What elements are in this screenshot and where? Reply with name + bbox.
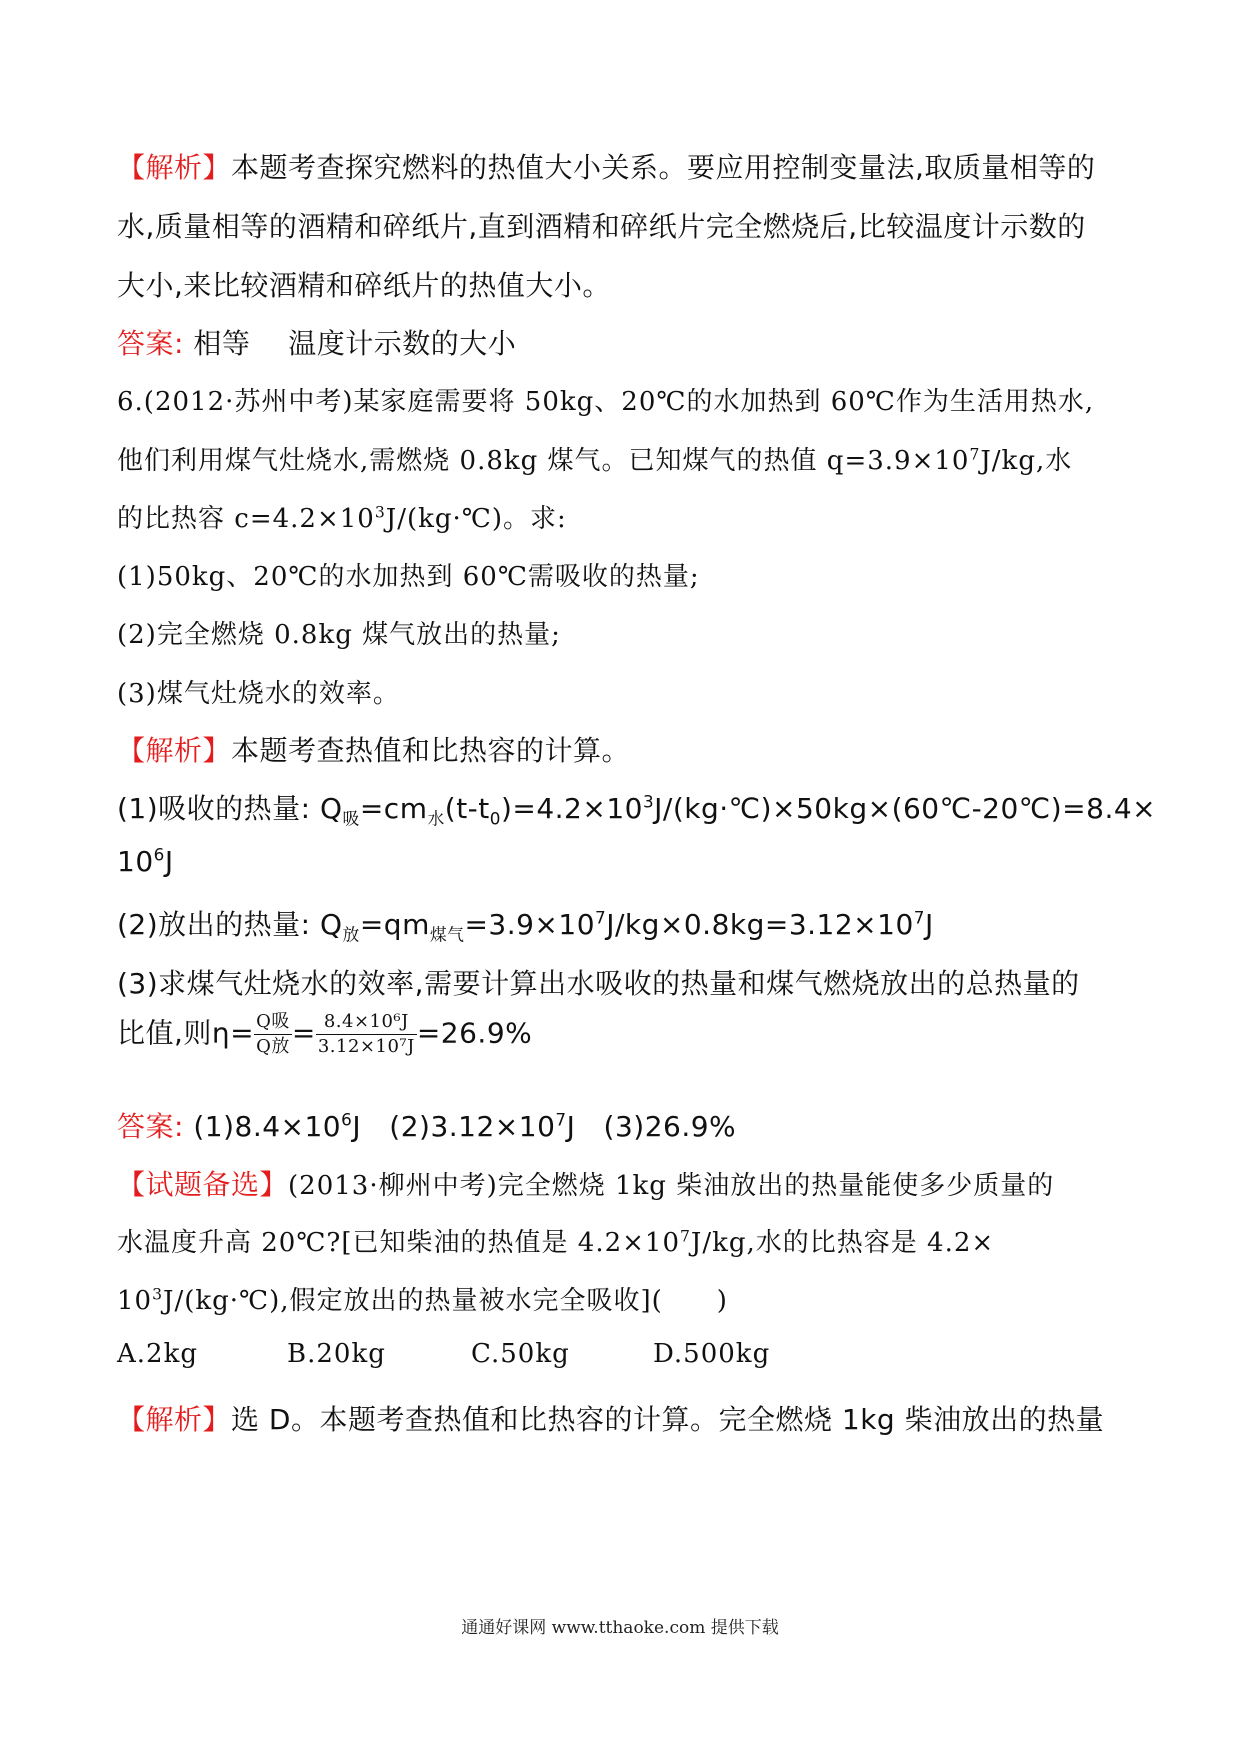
- option-b: B.20kg: [287, 1339, 386, 1369]
- extra-question-line: $10^3J/(kg\cdot℃)$,假定放出的热量被水完全吸收]( ): [117, 1285, 728, 1316]
- page-footer: 通通好课网 www.tthaoke.com 提供下载: [461, 1618, 779, 1638]
- calculation-3: (3)求煤气灶烧水的效率,需要计算出水吸收的热量和煤气燃烧放出的总热量的: [117, 967, 1080, 1000]
- fraction-values: $\frac{\text{8.4×10⁶J}}{\text{3.12×10⁷J}}$: [317, 1011, 415, 1057]
- question-6-line: 他们利用煤气灶烧水,需燃烧 0.8kg 煤气。已知煤气的热值 $q=3.9\times 10^7J/kg$,水: [117, 445, 1073, 476]
- extra-question: 【试题备选】(2013·柳州中考)完全燃烧 1kg 柴油放出的热量能使多少质量的: [117, 1168, 1055, 1201]
- answer-options: [117, 1339, 1127, 1369]
- analysis-paragraph-2: [117, 729, 1127, 769]
- analysis-paragraph-3: [117, 1398, 1127, 1438]
- calculation-1-continued: $10^6J$: [117, 844, 174, 878]
- analysis-paragraph-1: [117, 146, 1127, 186]
- answer-label: 答案:: [117, 1110, 184, 1143]
- answer-line-1: [117, 322, 1127, 362]
- analysis-text: 本题考查探究燃料的热值大小关系。要应用控制变量法,取质量相等的: [231, 151, 1096, 184]
- sub-question-3: (3)煤气灶烧水的效率。: [117, 679, 400, 709]
- analysis-tag: 【解析】: [117, 734, 232, 767]
- answer-label: 答案:: [117, 327, 184, 360]
- analysis-line: 大小,来比较酒精和碎纸片的热值大小。: [117, 269, 611, 302]
- fraction-q-ratio: $\frac{\text{Q吸}}{\text{Q放}}$: [256, 1011, 290, 1057]
- extra-question-tag: 【试题备选】: [117, 1168, 289, 1201]
- question-6-line: 6.(2012·苏州中考)某家庭需要将 50kg、20℃的水加热到 60℃作为生活用热水,: [117, 387, 1095, 417]
- efficiency-formula: 比值,则η= $\frac{\text{Q吸}}{\text{Q放}}$ = $\frac{\text{8.4×10⁶J}}{\text{3.12×10⁷J}}$ =26.9%: [117, 1011, 533, 1057]
- sub-question-2: (2)完全燃烧 0.8kg 煤气放出的热量;: [117, 620, 561, 650]
- answer-line-2: 答案: $(1)8.4\times 10^6J$ $(2)3.12\times 10^7J$ (3)26.9%: [117, 1109, 737, 1143]
- analysis-text: 选 D。本题考查热值和比热容的计算。完全燃烧 1kg 柴油放出的热量: [231, 1403, 1105, 1436]
- sub-question-1: (1)50kg、20℃的水加热到 60℃需吸收的热量;: [117, 562, 700, 592]
- calculation-1: (1)吸收的热量: $Q_吸=cm_水(t-t_0)=4.2\times 10^3J/(kg\cdot℃)\times 50kg\times(60℃-20℃)=8.4\times$: [117, 791, 1157, 829]
- analysis-text: 本题考查热值和比热容的计算。: [231, 734, 631, 767]
- option-d: D.500kg: [653, 1339, 771, 1369]
- analysis-tag: 【解析】: [117, 151, 232, 184]
- analysis-line: 水,质量相等的酒精和碎纸片,直到酒精和碎纸片完全燃烧后,比较温度计示数的: [117, 210, 1086, 243]
- calculation-2: (2)放出的热量: $Q_放=qm_{煤气}=3.9\times 10^7J/kg\times 0.8kg=3.12\times 10^7J$: [117, 907, 934, 945]
- answer-text: 相等 温度计示数的大小: [193, 327, 517, 360]
- option-a: A.2kg: [117, 1339, 198, 1369]
- extra-question-line: 水温度升高 20℃?[已知柴油的热值是 $4.2\times 10^7J/kg$,水的比热容是 4.2×: [117, 1227, 995, 1258]
- analysis-tag: 【解析】: [117, 1403, 232, 1436]
- question-6-line: 的比热容 $c=4.2\times 10^3J/(kg\cdot℃)$。求:: [117, 503, 567, 534]
- option-c: C.50kg: [471, 1339, 570, 1369]
